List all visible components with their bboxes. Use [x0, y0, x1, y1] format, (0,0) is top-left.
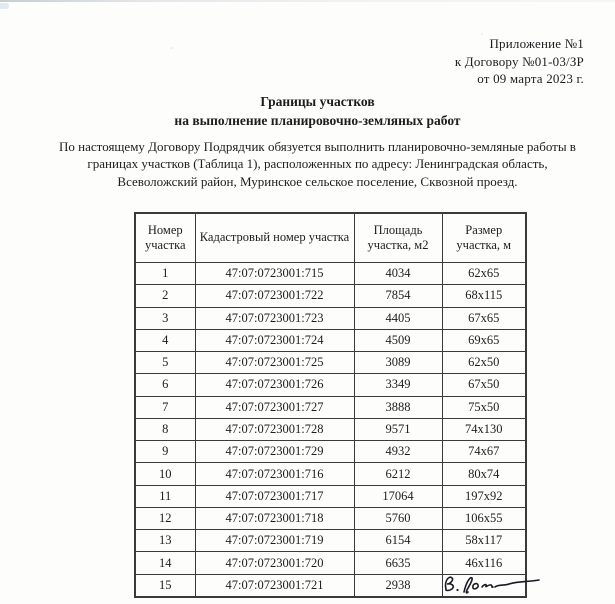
cell-size: 75x50	[442, 396, 526, 418]
cell-cadastral-number: 47:07:0723001:718	[195, 507, 354, 529]
cell-cadastral-number: 47:07:0723001:726	[195, 374, 354, 396]
cell-plot-number: 1	[135, 263, 195, 285]
appendix-header	[455, 35, 584, 88]
cell-plot-number: 10	[135, 463, 195, 485]
cell-area: 6212	[354, 463, 442, 485]
col-header-plot-number: Номер участка	[135, 213, 195, 263]
cell-area: 17064	[354, 485, 442, 507]
table-header-row	[135, 213, 526, 263]
cell-size: 58x117	[442, 530, 526, 552]
cell-area: 4932	[354, 441, 442, 463]
cell-area: 6635	[354, 552, 442, 574]
cell-plot-number: 2	[135, 285, 195, 307]
cell-area: 4509	[354, 329, 442, 351]
cell-size: 62x65	[442, 263, 526, 285]
cell-plot-number: 6	[135, 374, 195, 396]
table-row	[135, 285, 526, 307]
cell-cadastral-number: 47:07:0723001:719	[195, 530, 354, 552]
scan-speck	[170, 47, 173, 49]
table-row	[135, 396, 526, 418]
cell-plot-number: 15	[135, 574, 195, 597]
handwritten-signature-icon	[441, 571, 546, 599]
cell-plot-number: 9	[135, 441, 195, 463]
col-header-cadastral-number: Кадастровый номер участка	[195, 213, 354, 263]
scan-artifact-corner	[0, 3, 9, 9]
intro-paragraph: По настоящему Договору Подрядчик обязуется выполнить планировочно-земляные работы в границах участков (Таблица 1), расположенных по адресу: Ленинградская область, Всеволожский район, Муринское сельское поселение, Сквозной проезд.	[59, 139, 576, 189]
cell-cadastral-number: 47:07:0723001:721	[195, 574, 354, 597]
table-row	[135, 307, 526, 329]
cell-plot-number: 12	[135, 507, 195, 529]
table-row	[135, 441, 526, 463]
cell-cadastral-number: 47:07:0723001:717	[195, 485, 354, 507]
cell-cadastral-number: 47:07:0723001:720	[195, 552, 354, 574]
cell-size: 106x55	[442, 507, 526, 529]
cell-size: 62x50	[442, 352, 526, 374]
cell-cadastral-number: 47:07:0723001:723	[195, 307, 354, 329]
table-row	[135, 485, 526, 507]
document-title	[10, 93, 615, 130]
cell-area: 6154	[354, 530, 442, 552]
cell-plot-number: 5	[135, 352, 195, 374]
cell-plot-number: 13	[135, 530, 195, 552]
table-row	[135, 507, 526, 529]
cell-plot-number: 4	[135, 329, 195, 351]
cell-area: 9571	[354, 418, 442, 440]
cell-cadastral-number: 47:07:0723001:715	[195, 263, 354, 285]
cell-area: 3349	[354, 374, 442, 396]
cell-area: 7854	[354, 285, 442, 307]
cell-cadastral-number: 47:07:0723001:722	[195, 285, 354, 307]
table-row	[135, 463, 526, 485]
title-line-2: на выполнение планировочно-земляных работ	[174, 112, 461, 128]
col-header-area: Площадь участка, м2	[354, 213, 442, 263]
cell-plot-number: 11	[135, 485, 195, 507]
cell-plot-number: 8	[135, 418, 195, 440]
cell-cadastral-number: 47:07:0723001:716	[195, 463, 354, 485]
table-row	[135, 530, 526, 552]
cell-cadastral-number: 47:07:0723001:728	[195, 418, 354, 440]
plots-table	[134, 212, 527, 598]
cell-plot-number: 3	[135, 307, 195, 329]
cell-size: 80x74	[442, 463, 526, 485]
table-row	[135, 418, 526, 440]
cell-area: 5760	[354, 507, 442, 529]
table-row	[135, 263, 526, 285]
table-row	[135, 352, 526, 374]
col-header-size: Размер участка, м	[442, 213, 526, 263]
plots-table-body	[135, 263, 526, 598]
cell-area: 3888	[354, 396, 442, 418]
cell-size: 46x116	[442, 552, 526, 574]
table-row	[135, 374, 526, 396]
contract-reference: к Договору №01-03/ЗР	[454, 53, 584, 69]
cell-cadastral-number: 47:07:0723001:729	[195, 441, 354, 463]
cell-size: 67x50	[442, 374, 526, 396]
appendix-number: Приложение №1	[489, 36, 584, 51]
cell-size: 74x130	[442, 418, 526, 440]
scan-artifact-line	[0, 0, 615, 2]
cell-area: 4405	[354, 307, 442, 329]
cell-size: 69x65	[442, 329, 526, 351]
cell-size: 74x67	[442, 441, 526, 463]
cell-cadastral-number: 47:07:0723001:725	[195, 352, 354, 374]
table-row	[135, 329, 526, 351]
cell-area: 4034	[354, 263, 442, 285]
title-line-1: Границы участков	[260, 94, 375, 109]
cell-plot-number: 14	[135, 552, 195, 574]
cell-cadastral-number: 47:07:0723001:724	[195, 329, 354, 351]
cell-cadastral-number: 47:07:0723001:727	[195, 396, 354, 418]
contract-date: от 09 марта 2023 г.	[477, 71, 584, 86]
cell-size: 197x92	[442, 485, 526, 507]
cell-area: 2938	[354, 574, 442, 597]
cell-size: 68x115	[442, 285, 526, 307]
cell-plot-number: 7	[135, 396, 195, 418]
cell-size: 67x65	[442, 307, 526, 329]
cell-area: 3089	[354, 352, 442, 374]
